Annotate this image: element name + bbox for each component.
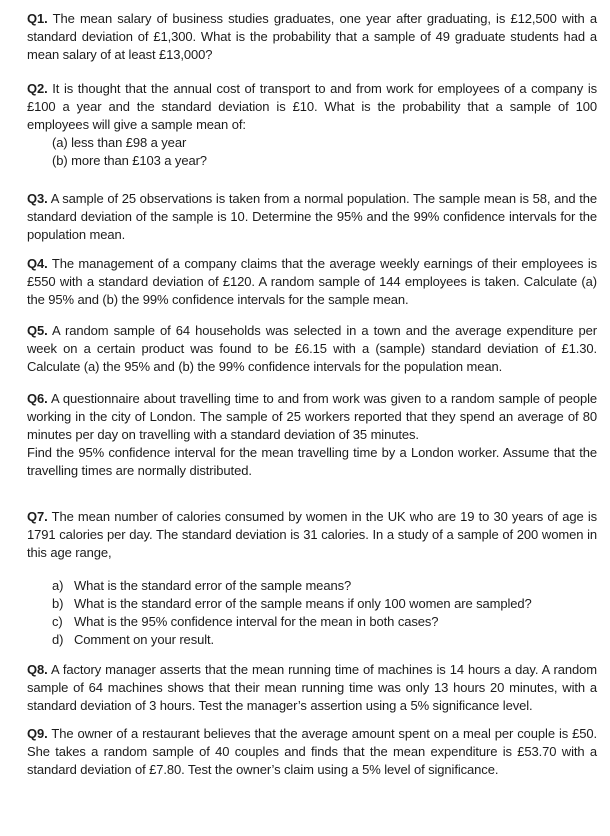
sub-question-a: (a) less than £98 a year [52,135,187,150]
sub-question-b: (b) more than £103 a year? [52,153,207,168]
question-number: Q2. [27,81,48,96]
question-text: It is thought that the annual cost of transport to and from work for employees of a company is £100 a year and the standard deviation is £10. What is the probability that a sample of 100 employees will give a sample mean of: [27,81,598,132]
question-paragraph [27,322,597,376]
question-q9 [27,725,597,779]
question-paragraph [27,10,597,64]
question-number: Q6. [27,391,48,406]
sub-question-list [27,577,597,649]
question-paragraph [27,255,597,309]
question-number: Q7. [27,509,48,524]
question-q2 [27,80,597,170]
sub-question-b [27,595,597,613]
sub-question-c [27,613,597,631]
sub-question-text: What is the 95% confidence interval for the mean in both cases? [74,614,439,629]
question-q4 [27,255,597,309]
sub-question-a [27,577,597,595]
sub-question-text: Comment on your result. [74,632,215,647]
question-paragraph [27,661,597,715]
question-number: Q5. [27,323,48,338]
question-text: A sample of 25 observations is taken from a normal population. The sample mean is 58, and the standard deviation of the sample is 10. Determine the 95% and the 99% confidence intervals for the population mean. [27,191,598,242]
sub-question-d [27,631,597,649]
question-number: Q9. [27,726,48,741]
question-number: Q4. [27,256,48,271]
question-q8 [27,661,597,715]
question-paragraph [27,390,597,444]
question-paragraph [27,725,597,779]
question-text: A factory manager asserts that the mean running time of machines is 14 hours a day. A random sample of 64 machines shows that their mean running time was only 13 hours 20 minutes, with a standard deviation of 3 hours. Test the manager’s assertion using a 5% significance level. [27,662,597,713]
sub-question-marker: d) [52,632,64,647]
question-q7 [27,508,597,649]
question-paragraph [27,190,597,244]
sub-question-marker: c) [52,614,63,629]
sub-question-marker: a) [52,578,64,593]
sub-question-list [27,134,597,170]
question-q3 [27,190,597,244]
question-number: Q3. [27,191,48,206]
question-text-continued: Find the 95% confidence interval for the mean travelling time by a London worker. Assume that the travelling times are normally distributed. [27,445,597,478]
question-q6 [27,390,597,480]
sub-question-text: What is the standard error of the sample means if only 100 women are sampled? [74,596,532,611]
sub-question-text: What is the standard error of the sample means? [74,578,352,593]
question-text: A random sample of 64 households was selected in a town and the average expenditure per week on a certain product was found to be £6.15 with a (sample) standard deviation of £1.30. Calculate (a) the 95% and (b) the 99% confidence intervals for the population mean. [27,323,597,374]
question-text: The owner of a restaurant believes that the average amount spent on a meal per couple is £50. She takes a random sample of 40 couples and finds that the mean expenditure is £53.70 with a standard deviation of £7.80. Test the owner’s claim using a 5% level of significance. [27,726,598,777]
question-text: A questionnaire about travelling time to and from work was given to a random sample of people working in the city of London. The sample of 25 workers reported that they spend an average of 80 minutes per day on travelling with a standard deviation of 35 minutes. [27,391,598,442]
question-number: Q1. [27,11,48,26]
sub-question-marker: b) [52,596,64,611]
question-q1 [27,10,597,64]
question-text: The mean number of calories consumed by women in the UK who are 19 to 30 years of age is 1791 calories per day. The standard deviation is 31 calories. In a study of a sample of 200 women in this age range, [27,509,598,560]
question-paragraph [27,80,597,134]
question-number: Q8. [27,662,48,677]
question-q5 [27,322,597,376]
question-text: The management of a company claims that the average weekly earnings of their employees is £550 with a standard deviation of £120. A random sample of 144 employees is taken. Calculate (a) the 95% and (b) the 99% confidence intervals for the sample mean. [27,256,598,307]
question-text: The mean salary of business studies graduates, one year after graduating, is £12,500 with a standard deviation of £1,300. What is the probability that a sample of 49 graduate students had a mean salary of at least £13,000? [27,11,598,62]
question-paragraph [27,508,597,562]
